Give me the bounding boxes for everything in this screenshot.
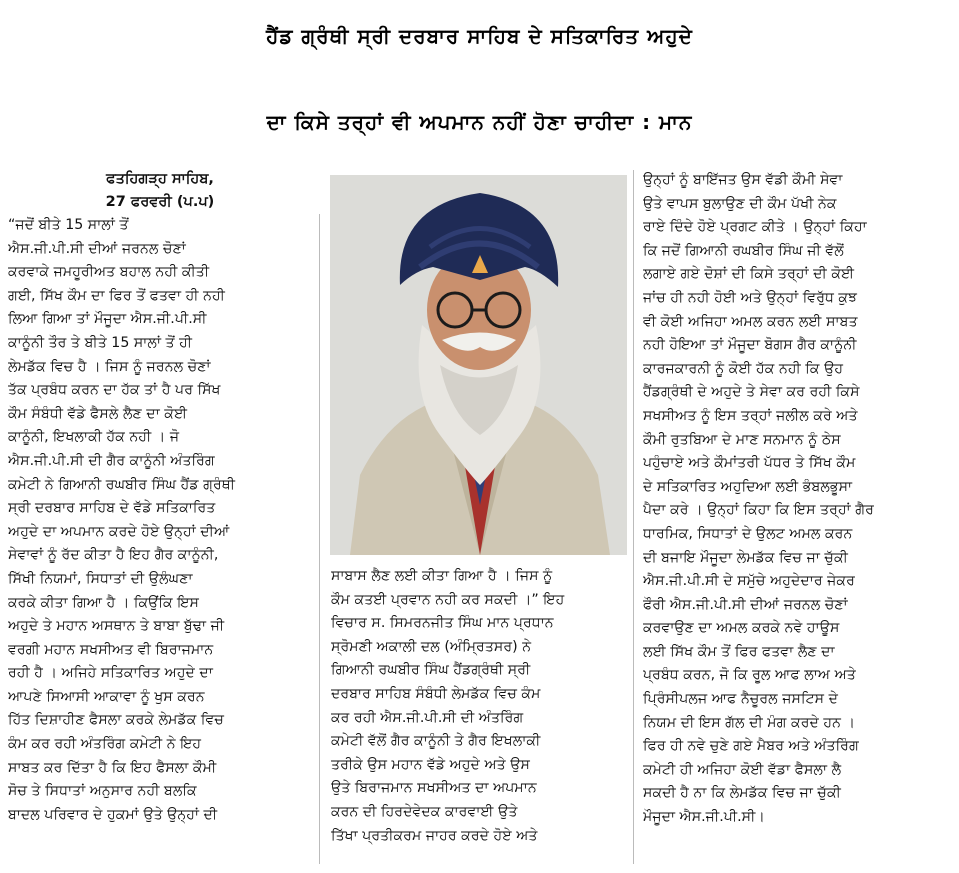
article-line: ਉਨ੍ਹਾਂ ਨੂੰ ਬਾਇੱਜਤ ਉਸ ਵੱਡੀ ਕੌਮੀ ਸੇਵਾ (643, 172, 843, 188)
article-line: ਅਹੁਦੇ ਤੇ ਮਹਾਨ ਅਸਥਾਨ ਤੇ ਬਾਬਾ ਬੁੱਢਾ ਜੀ (8, 618, 225, 635)
article-line: ਪਹੁੰਚਾਏ ਅਤੇ ਕੌਮਾਂਤਰੀ ਪੱਧਰ ਤੇ ਸਿੱਖ ਕੌਮ (643, 455, 856, 472)
article-line: ਮੌਜੂਦਾ ਐਸ.ਜੀ.ਪੀ.ਸੀ। (643, 809, 765, 826)
article-line: ਕੰਮ ਕਰ ਰਹੀ ਅੰਤਰਿੰਗ ਕਮੇਟੀ ਨੇ ਇਹ (8, 736, 202, 753)
article-line: ਪ੍ਰਬੰਧ ਕਰਨ, ਜੋ ਕਿ ਰੂਲ ਆਫ ਲਾਅ ਅਤੇ (643, 667, 856, 684)
article-line: ਐਸ.ਜੀ.ਪੀ.ਸੀ ਦੇ ਸਮੁੱਚੇ ਅਹੁਦੇਦਾਰ ਜੇਕਰ (643, 573, 855, 590)
article-column-1 (8, 214, 313, 827)
column-rule-1 (319, 214, 320, 864)
article-line: ਗਿਆਨੀ ਰਘਬੀਰ ਸਿੰਘ ਹੈਂਡਗ੍ਰੰਥੀ ਸ੍ਰੀ (331, 662, 531, 679)
dateline (30, 168, 290, 214)
article-line: ਫਿਰ ਹੀ ਨਵੇ ਚੁਣੇ ਗਏ ਮੈਬਰ ਅਤੇ ਅੰਤਰਿੰਗ (643, 738, 859, 755)
article-line: ਸੋਚ ਤੇ ਸਿਧਾਤਾਂ ਅਨੁਸਾਰ ਨਹੀ ਬਲਕਿ (8, 783, 197, 800)
portrait-illustration (330, 175, 627, 555)
article-line: ਸੇਵਾਵਾਂ ਨੂੰ ਰੱਦ ਕੀਤਾ ਹੈ ਇਹ ਗੈਰ ਕਾਨੂੰਨੀ, (8, 547, 219, 564)
article-line: ਕਾਨੂੰਨੀ, ਇਖਲਾਕੀ ਹੱਕ ਨਹੀ । ਜੋ (8, 429, 180, 446)
article-line: ਕੌਮ ਸੰਬੰਧੀ ਵੱਡੇ ਫੈਸਲੇ ਲੈਣ ਦਾ ਕੋਈ (8, 405, 188, 422)
headline-line-1: ਹੈਂਡ ਗ੍ਰੰਥੀ ਸ੍ਰੀ ਦਰਬਾਰ ਸਾਹਿਬ ਦੇ ਸਤਿਕਾਰਿਤ ਅਹੁਦੇ (266, 24, 693, 48)
article-line: ਵਿਚਾਰ ਸ. ਸਿਮਰਨਜੀਤ ਸਿੰਘ ਮਾਨ ਪ੍ਰਧਾਨ (331, 615, 554, 632)
article-line: ਕਰਵਾਕੇ ਜਮਹੂਰੀਅਤ ਬਹਾਲ ਨਹੀ ਕੀਤੀ (8, 264, 210, 281)
article-line: ਕਿ ਜਦੋਂ ਗਿਆਨੀ ਰਘਬੀਰ ਸਿੰਘ ਜੀ ਵੱਲੋਂ (643, 242, 844, 259)
article-line: ਆਪਣੇ ਸਿਆਸੀ ਆਕਾਵਾ ਨੂੰ ਖੁਸ ਕਰਨ (8, 688, 205, 705)
article-line: ਕਾਨੂੰਨੀ ਤੌਰ ਤੇ ਬੀਤੇ 15 ਸਾਲਾਂ ਤੋਂ ਹੀ (8, 334, 193, 351)
dateline-date: 27 ਫਰਵਰੀ (ਪ.ਪ) (105, 194, 215, 210)
column-rule-2 (633, 170, 634, 864)
portrait-photo (330, 175, 627, 555)
article-line: ਐਸ.ਜੀ.ਪੀ.ਸੀ ਦੀਆਂ ਜਰਨਲ ਚੋਣਾਂ (8, 240, 186, 257)
article-line: ਲਗਾਏ ਗਏ ਦੋਸ਼ਾਂ ਦੀ ਕਿਸੇ ਤਰ੍ਹਾਂ ਦੀ ਕੋਈ (643, 266, 855, 283)
headline-line-2: ਦਾ ਕਿਸੇ ਤਰ੍ਹਾਂ ਵੀ ਅਪਮਾਨ ਨਹੀਂ ਹੋਣਾ ਚਾਹੀਦਾ : ਮਾਨ (266, 110, 693, 134)
article-line: ਪੈਦਾ ਕਰੇ । ਉਨ੍ਹਾਂ ਕਿਹਾ ਕਿ ਇਸ ਤਰ੍ਹਾਂ ਗੈਰ (643, 502, 874, 519)
article-line: ਕਰ ਰਹੀ ਐਸ.ਜੀ.ਪੀ.ਸੀ ਦੀ ਅੰਤਰਿੰਗ (331, 709, 524, 726)
article-line: ਤੱਕ ਪ੍ਰਬੰਧ ਕਰਨ ਦਾ ਹੱਕ ਤਾਂ ਹੈ ਪਰ ਸਿੱਖ (8, 382, 221, 399)
article-line: ਕੌਮੀ ਰੁਤਬਿਆ ਦੇ ਮਾਣ ਸਨਮਾਨ ਨੂੰ ਠੇਸ (643, 431, 841, 448)
article-line: ਕਰਵਾਉਣ ਦਾ ਅਮਲ ਕਰਕੇ ਨਵੇ ਹਾਊਸ (643, 620, 840, 637)
article-line: ਦਰਬਾਰ ਸਾਹਿਬ ਸੰਬੰਧੀ ਲੇਮਡੱਕ ਵਿਚ ਕੰਮ (331, 685, 541, 702)
article-line: ਐਸ.ਜੀ.ਪੀ.ਸੀ ਦੀ ਗੈਰ ਕਾਨੂੰਨੀ ਅੰਤਰਿੰਗ (8, 452, 215, 469)
article-line: ਪ੍ਰਿੰਸੀਪਲਜ ਆਫ ਨੈਚੂਰਲ ਜਸਟਿਸ ਦੇ (643, 691, 839, 708)
article-line: ਲਈ ਸਿੱਖ ਕੌਮ ਤੋਂ ਫਿਰ ਫਤਵਾ ਲੈਣ ਦਾ (643, 643, 835, 660)
article-line: ਨਹੀ ਹੋਇਆ ਤਾਂ ਮੌਜੂਦਾ ਬੋਗਸ ਗੈਰ ਕਾਨੂੰਨੀ (643, 337, 857, 354)
article-line: ਉਤੇ ਵਾਪਸ ਬੁਲਾਉਣ ਦੀ ਕੌਮ ਪੱਖੀ ਨੇਕ (643, 195, 837, 212)
article-line: ਕਾਰਜਕਾਰਨੀ ਨੂੰ ਕੋਈ ਹੱਕ ਨਹੀ ਕਿ ਉਹ (643, 360, 844, 377)
article-column-2 (331, 565, 626, 848)
article-line: ਫੌਰੀ ਐਸ.ਜੀ.ਪੀ.ਸੀ ਦੀਆਂ ਜਰਨਲ ਚੋਣਾਂ (643, 596, 848, 613)
article-line: ਕਮੇਟੀ ਵੱਲੋਂ ਗੈਰ ਕਾਨੂੰਨੀ ਤੇ ਗੈਰ ਇਖਲਾਕੀ (331, 733, 541, 750)
article-line: ਸਖਸੀਅਤ ਨੂੰ ਇਸ ਤਰ੍ਹਾਂ ਜਲੀਲ ਕਰੇ ਅਤੇ (643, 407, 858, 424)
article-line: ਤਿੱਖਾ ਪ੍ਰਤੀਕਰਮ ਜਾਹਰ ਕਰਦੇ ਹੋਏ ਅਤੇ (331, 827, 538, 844)
article-line: ਲੇਮਡੱਕ ਵਿਚ ਹੈ । ਜਿਸ ਨੂੰ ਜਰਨਲ ਚੋਣਾਂ (8, 358, 211, 375)
article-line: ਰਹੀ ਹੈ । ਅਜਿਹੇ ਸਤਿਕਾਰਿਤ ਅਹੁਦੇ ਦਾ (8, 665, 213, 682)
article-line: ਲਿਆ ਗਿਆ ਤਾਂ ਮੌਜੂਦਾ ਐਸ.ਜੀ.ਪੀ.ਸੀ (8, 311, 207, 328)
article-line: ਦੇ ਸਤਿਕਾਰਿਤ ਅਹੁਦਿਆ ਲਈ ਭੰਬਲਭੂਸਾ (643, 478, 853, 495)
article-line: ਸਿੱਖੀ ਨਿਯਮਾਂ, ਸਿਧਾਤਾਂ ਦੀ ਉਲੰਘਣਾ (8, 570, 193, 587)
article-line: ਹਿੱਤ ਦਿਸ਼ਾਹੀਣ ਫੈਸਲਾ ਕਰਕੇ ਲੇਮਡੱਕ ਵਿਚ (8, 712, 224, 729)
article-line: “ਜਦੋਂ ਬੀਤੇ 15 ਸਾਲਾਂ ਤੋਂ (8, 217, 129, 233)
article-line: ਕਮੇਟੀ ਹੀ ਅਜਿਹਾ ਕੋਈ ਵੱਡਾ ਫੈਸਲਾ ਲੈ (643, 761, 842, 778)
dateline-place: ਫਤਹਿਗੜ੍ਹ ਸਾਹਿਬ, (106, 171, 214, 187)
article-line: ਵਰਗੀ ਮਹਾਨ ਸਖਸੀਅਤ ਵੀ ਬਿਰਾਜਮਾਨ (8, 641, 214, 658)
article-line: ਸਕਦੀ ਹੈ ਨਾ ਕਿ ਲੇਮਡੱਕ ਵਿਚ ਜਾ ਚੁੱਕੀ (643, 785, 841, 802)
article-line: ਹੈਂਡਗ੍ਰੰਥੀ ਦੇ ਅਹੁਦੇ ਤੇ ਸੇਵਾ ਕਰ ਰਹੀ ਕਿਸੇ (643, 384, 860, 401)
article-line: ਧਾਰਮਿਕ, ਸਿਧਾਤਾਂ ਦੇ ਉਲਟ ਅਮਲ ਕਰਨ (643, 525, 853, 542)
article-line: ਕੌਮ ਕਤਈ ਪ੍ਰਵਾਨ ਨਹੀ ਕਰ ਸਕਦੀ ।” ਇਹ (331, 591, 565, 608)
article-line: ਜਾਂਚ ਹੀ ਨਹੀ ਹੋਈ ਅਤੇ ਉਨ੍ਹਾਂ ਵਿਰੁੱਧ ਕੁਝ (643, 289, 858, 306)
article-line: ਸ੍ਰੋਮਣੀ ਅਕਾਲੀ ਦਲ (ਅੰਮ੍ਰਿਤਸਰ) ਨੇ (331, 638, 532, 655)
article-line: ਨਿਯਮ ਦੀ ਇਸ ਗੱਲ ਦੀ ਮੰਗ ਕਰਦੇ ਹਨ । (643, 714, 856, 731)
article-line: ਉਤੇ ਬਿਰਾਜਮਾਨ ਸਖਸੀਅਤ ਦਾ ਅਪਮਾਨ (331, 780, 537, 797)
article-column-3 (643, 169, 951, 830)
article-line: ਸ੍ਰੀ ਦਰਬਾਰ ਸਾਹਿਬ ਦੇ ਵੱਡੇ ਸਤਿਕਾਰਿਤ (8, 500, 216, 517)
article-line: ਕਰਨ ਦੀ ਹਿਰਦੇਵੇਦਕ ਕਾਰਵਾਈ ਉਤੇ (331, 803, 518, 820)
article-line: ਤਰੀਕੇ ਉਸ ਮਹਾਨ ਵੱਡੇ ਅਹੁਦੇ ਅਤੇ ਉਸ (331, 756, 530, 773)
article-line: ਦੀ ਬਜਾਇ ਮੌਜੂਦਾ ਲੇਮਡੱਕ ਵਿਚ ਜਾ ਚੁੱਕੀ (643, 549, 848, 566)
article-line: ਕਮੇਟੀ ਨੇ ਗਿਆਨੀ ਰਘਬੀਰ ਸਿੰਘ ਹੈਂਡ ਗ੍ਰੰਥੀ (8, 476, 236, 493)
article-line: ਵੀ ਕੋਈ ਅਜਿਹਾ ਅਮਲ ਕਰਨ ਲਈ ਸਾਬਤ (643, 313, 858, 330)
article-line: ਬਾਦਲ ਪਰਿਵਾਰ ਦੇ ਹੁਕਮਾਂ ਉਤੇ ਉਨ੍ਹਾਂ ਦੀ (8, 806, 218, 823)
article-line: ਗਈ, ਸਿੱਖ ਕੌਮ ਦਾ ਫਿਰ ਤੋਂ ਫਤਵਾ ਹੀ ਨਹੀ (8, 287, 225, 304)
article-line: ਅਹੁਦੇ ਦਾ ਅਪਮਾਨ ਕਰਦੇ ਹੋਏ ਉਨ੍ਹਾਂ ਦੀਆਂ (8, 523, 230, 540)
article-line: ਰਾਏ ਦਿੰਦੇ ਹੋਏ ਪ੍ਰਗਟ ਕੀਤੇ । ਉਨ੍ਹਾਂ ਕਿਹਾ (643, 219, 867, 236)
article-line: ਸਾਬਾਸ ਲੈਣ ਲਈ ਕੀਤਾ ਗਿਆ ਹੈ । ਜਿਸ ਨੂੰ (331, 568, 553, 584)
article-line: ਕਰਕੇ ਕੀਤਾ ਗਿਆ ਹੈ । ਕਿਉਂਕਿ ਇਸ (8, 594, 199, 611)
article-line: ਸਾਬਤ ਕਰ ਦਿੱਤਾ ਹੈ ਕਿ ਇਹ ਫੈਸਲਾ ਕੌਮੀ (8, 759, 217, 776)
